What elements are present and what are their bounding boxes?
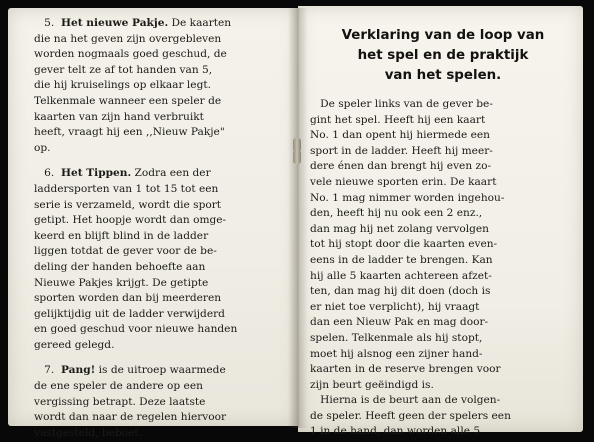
paragraph-line: er niet toe verplicht), hij vraagt <box>310 300 480 313</box>
paragraph-line: gint het spel. Heeft hij een kaart <box>310 113 486 126</box>
paragraph-line: zijn beurt geëindigd is. <box>310 378 434 391</box>
section-6-line: deling der handen behoefte aan <box>34 260 206 273</box>
section-title: Pang! <box>60 364 96 377</box>
section-5-het-nieuwe-pakje <box>34 16 286 156</box>
section-5-line: Telkenmale wanneer een speler de <box>34 94 222 107</box>
section-6-het-tippen <box>34 166 286 353</box>
section-number: 5. <box>44 17 55 29</box>
paragraph-line: dan mag hij net zolang vervolgen <box>310 222 489 235</box>
paragraph-volgende-speler <box>310 393 572 440</box>
section-6-line: laddersporten van 1 tot 15 tot een <box>34 182 219 195</box>
section-5-line: kaarten van zijn hand verbruikt <box>34 110 204 123</box>
paragraph-line: sport in de ladder. Heeft hij meer- <box>310 144 493 157</box>
section-6-line: gereed gelegd. <box>34 338 115 351</box>
paragraph-line: kaarten in de reserve brengen voor <box>310 363 501 376</box>
left-page-text <box>34 16 286 441</box>
section-number: 6. <box>44 167 55 180</box>
heading-line: van het spelen. <box>384 68 502 83</box>
section-5-line: worden nogmaals goed geschud, de <box>34 48 227 61</box>
section-title: Het nieuwe Pakje. <box>60 17 169 29</box>
booklet-spine <box>288 8 308 428</box>
section-7-pang <box>34 363 286 441</box>
section-5-line: op. <box>34 141 51 154</box>
section-5-line: die na het geven zijn overgebleven <box>34 32 222 45</box>
paragraph-line: spelen. Telkenmale als hij stopt, <box>310 331 483 344</box>
section-7-line: 7. Pang! is de uitroep waarmede <box>44 364 226 377</box>
paragraph-line: 1 in de hand, dan worden alle 5 <box>310 425 481 438</box>
paragraph-line: vele nieuwe sporten erin. De kaart <box>310 175 497 188</box>
paragraph-line: tot hij stopt door die kaarten even- <box>310 238 498 251</box>
paragraph-line: ten, dan mag hij dit doen (doch is <box>310 285 491 298</box>
paragraph-line: No. 1 dan opent hij hiermede een <box>310 129 490 142</box>
heading-line: het spel en de praktijk <box>357 48 529 63</box>
paragraph-line: dan een Nieuw Pak en mag door- <box>310 316 489 329</box>
section-5-line: die hij kruiselings op elkaar legt. <box>34 79 211 92</box>
section-6-line: en goed geschud voor nieuwe handen <box>34 323 238 336</box>
right-page-text <box>310 97 572 440</box>
staple-bottom <box>293 150 301 164</box>
section-5-line: gever telt ze af tot handen van 5, <box>34 63 213 76</box>
paragraph-line: eens in de ladder te brengen. Kan <box>310 253 493 266</box>
section-7-line: vastgesteld, beboet. <box>34 426 143 439</box>
section-7-line: de ene speler de andere op een <box>34 380 203 393</box>
section-6-line: serie is verzameld, wordt die sport <box>34 198 222 211</box>
heading-line: Verklaring van de loop van <box>341 28 545 43</box>
paragraph-line: Hierna is de beurt aan de volgen- <box>310 394 501 407</box>
paragraph-spelverloop <box>310 97 572 393</box>
paragraph-line: dere énen dan brengt hij even zo- <box>310 160 492 173</box>
section-6-line: sporten worden dan bij meerderen <box>34 292 222 305</box>
section-7-line: vergissing betrapt. Deze laatste <box>34 395 206 408</box>
section-6-line: liggen totdat de gever voor de be- <box>34 245 217 258</box>
section-6-line: Nieuwe Pakjes krijgt. De getipte <box>34 276 209 289</box>
section-7-line: wordt dan naar de regelen hiervoor <box>34 411 227 424</box>
section-6-line: 6. Het Tippen. Zodra een der <box>44 167 211 180</box>
paragraph-line: den, heeft hij nu ook een 2 enz., <box>310 207 483 220</box>
paragraph-line: De speler links van de gever be- <box>310 98 493 110</box>
section-5-line: 5. Het nieuwe Pakje. De kaarten <box>44 17 232 29</box>
paragraph-gap <box>34 353 286 363</box>
paragraph-line: hij alle 5 kaarten achtereen afzet- <box>310 269 492 282</box>
paragraph-line: moet hij alsnog een zijner hand- <box>310 347 483 360</box>
paragraph-line: de speler. Heeft geen der spelers een <box>310 409 511 422</box>
section-5-line: heeft, vraagt hij een ,,Nieuw Pakje" <box>34 126 225 139</box>
section-6-line: getipt. Het hoopje wordt dan omge- <box>34 214 227 227</box>
section-number: 7. <box>44 364 55 377</box>
section-title: Het Tippen. <box>60 167 132 180</box>
paragraph-line: No. 1 mag nimmer worden ingehou- <box>310 191 505 204</box>
paragraph-gap <box>34 156 286 166</box>
section-6-line: keerd en blijft blind in de ladder <box>34 229 209 242</box>
right-page-heading <box>312 26 574 86</box>
section-6-line: gelijktijdig uit de ladder verwijderd <box>34 307 225 320</box>
